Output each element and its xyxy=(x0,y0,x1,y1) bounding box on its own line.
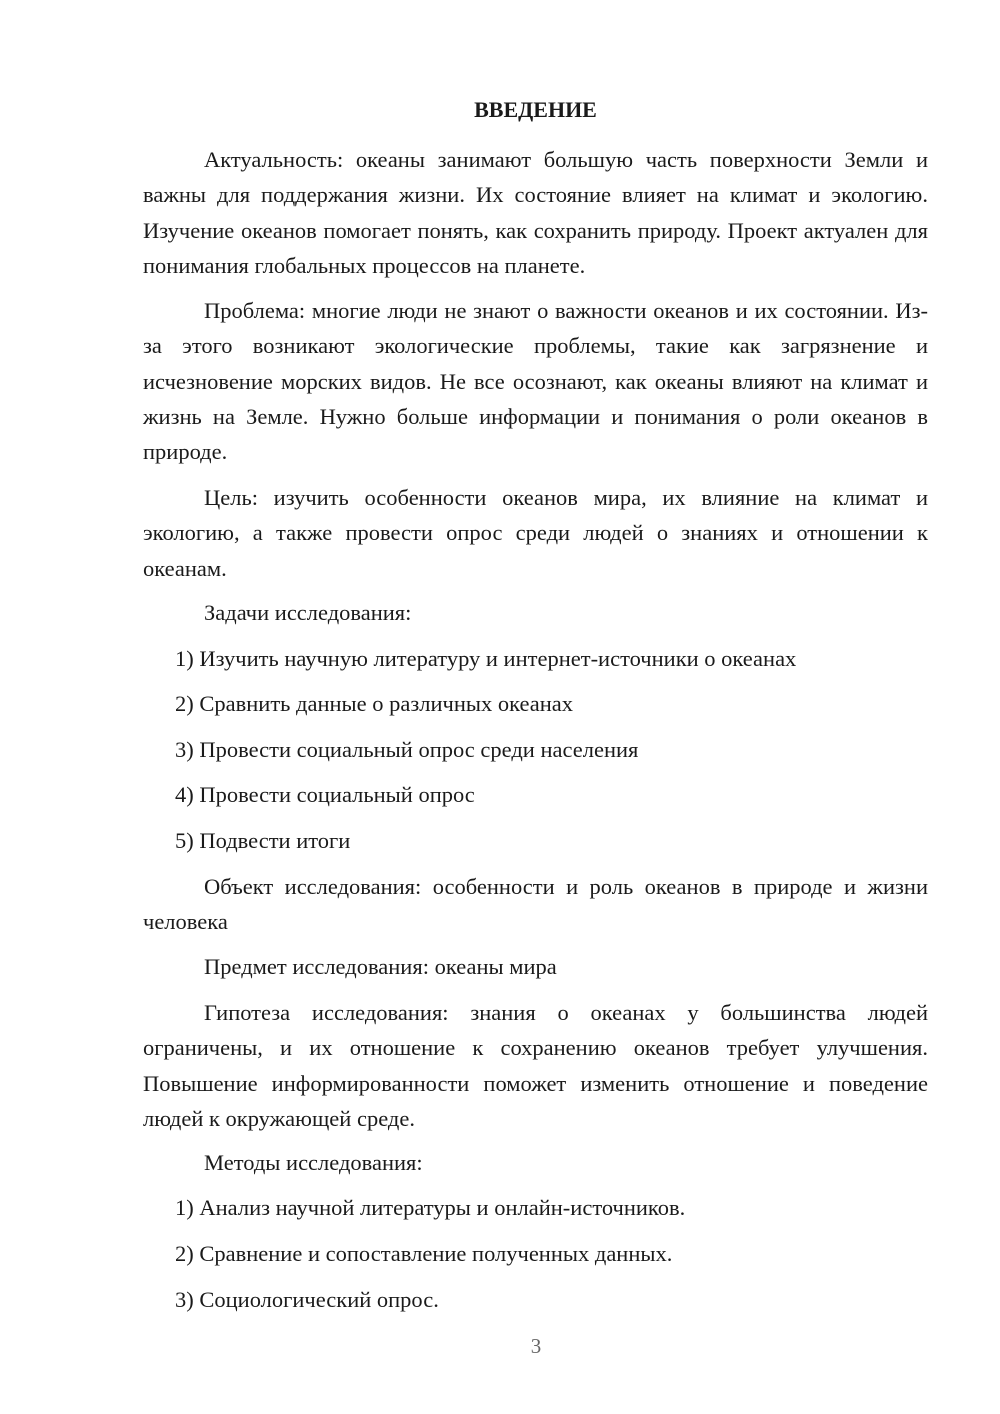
goal-paragraph: Цель: изучить особенности океанов мира, их влияние на климат и экологию, а также провести опрос среди людей о знаниях и отношении к океанам. xyxy=(143,485,928,581)
hypothesis-paragraph: Гипотеза исследования: знания о океанах у большинства людей ограничены, и их отношение к сохранению океанов требует улучшения. Повышение информированности поможет изменить отношение и поведение людей к окружающей среде. xyxy=(143,1000,928,1131)
task-item-1: 1) Изучить научную литературу и интернет-источники о океанах xyxy=(175,646,797,671)
task-item-2: 2) Сравнить данные о различных океанах xyxy=(175,691,574,716)
method-item-3: 3) Социологический опрос. xyxy=(175,1287,439,1312)
task-item-5: 5) Подвести итоги xyxy=(175,828,351,853)
task-item-3: 3) Провести социальный опрос среди населения xyxy=(175,737,639,762)
subject-paragraph: Предмет исследования: океаны мира xyxy=(204,954,557,979)
object-paragraph: Объект исследования: особенности и роль океанов в природе и жизни человека xyxy=(143,874,928,935)
relevance-paragraph: Актуальность: океаны занимают большую часть поверхности Земли и важны для поддержания жизни. Их состояние влияет на климат и экологию. Изучение океанов помогает понять, как сохранить природу. Проект актуален для понимания глобальных процессов на планете. xyxy=(143,147,928,278)
problem-paragraph: Проблема: многие люди не знают о важности океанов и их состоянии. Из-за этого возникают экологические проблемы, такие как загрязнение и исчезновение морских видов. Не все осознают, как океаны влияют на климат и жизнь на Земле. Нужно больше информации и понимания о роли океанов в природе. xyxy=(143,298,928,465)
method-item-1: 1) Анализ научной литературы и онлайн-источников. xyxy=(175,1195,686,1220)
page-title: ВВЕДЕНИЕ xyxy=(474,97,597,122)
method-item-2: 2) Сравнение и сопоставление полученных данных. xyxy=(175,1241,673,1266)
page-number: 3 xyxy=(530,1334,542,1358)
task-item-4: 4) Провести социальный опрос xyxy=(175,782,475,807)
methods-heading: Методы исследования: xyxy=(204,1150,423,1175)
tasks-heading: Задачи исследования: xyxy=(204,600,412,625)
